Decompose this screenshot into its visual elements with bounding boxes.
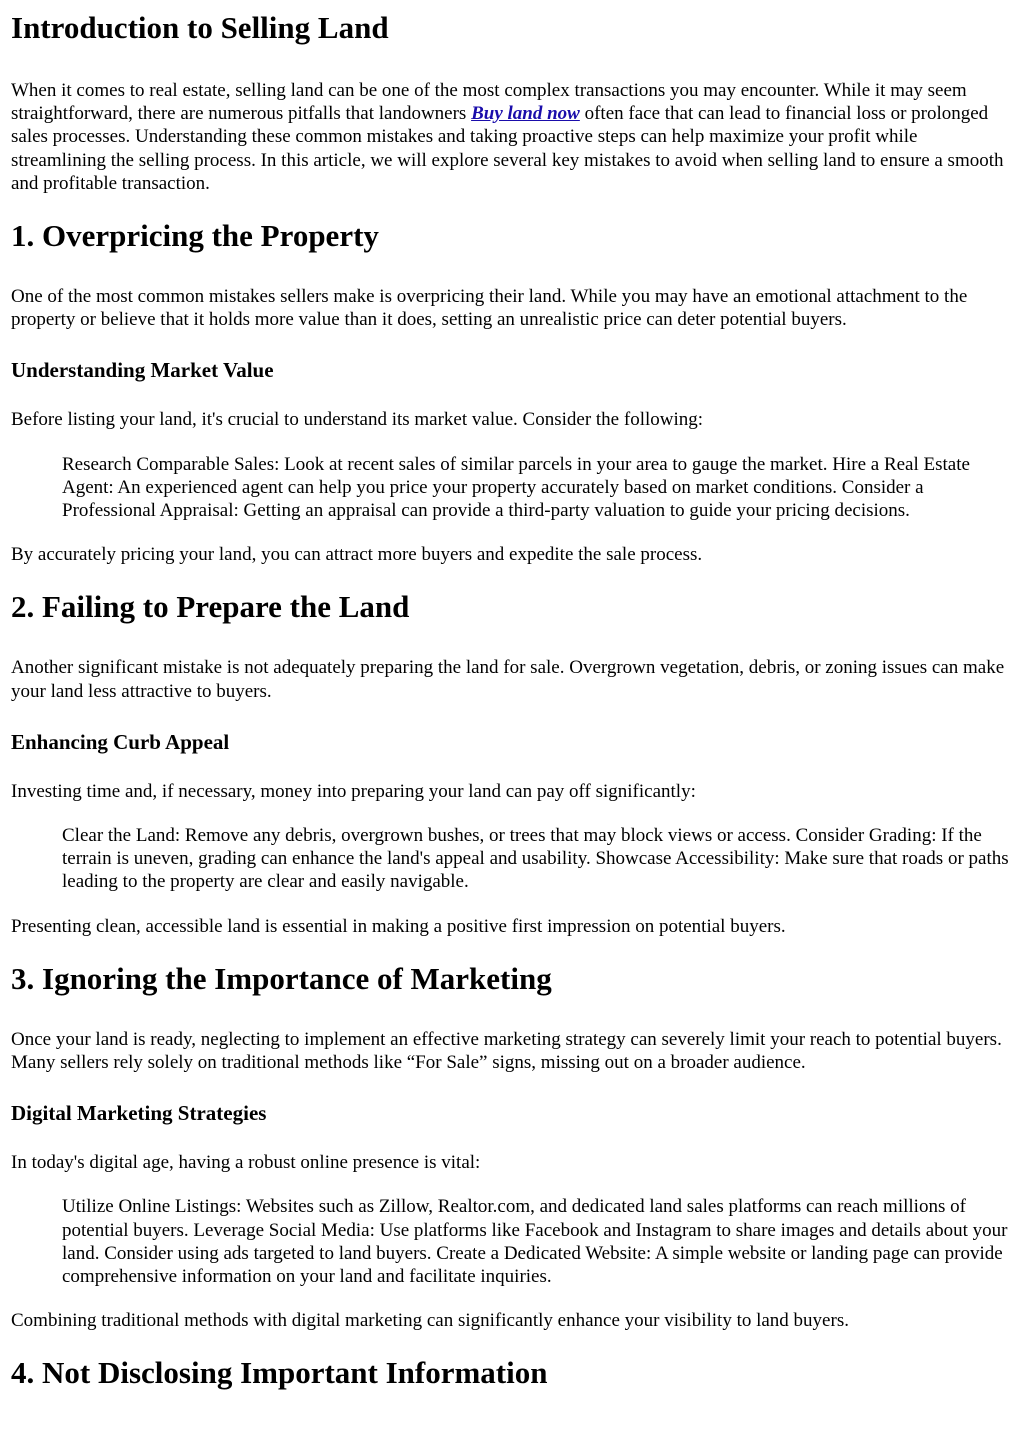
subsection-title-curb-appeal: Enhancing Curb Appeal: [11, 729, 230, 754]
section-title-disclosure: 4. Not Disclosing Important Information: [11, 1355, 548, 1391]
section-closing: Combining traditional methods with digital marketing can significantly enhance your visibility to land buyers.: [11, 1310, 849, 1332]
subsection-lead: Investing time and, if necessary, money into preparing your land can pay off significantly:: [11, 780, 696, 802]
section-title-marketing: 3. Ignoring the Importance of Marketing: [11, 960, 552, 996]
intro-text-after-link: often face that can lead to financial loss or prolonged sales processes. Understanding these common mistakes and taking proactive steps can help maximize your profit while streamlining the selling process. In this article, we will explore several key mistakes to avoid when selling land to ensure a smooth and profitable transaction.: [11, 103, 1004, 194]
section-intro: One of the most common mistakes sellers make is overpricing their land. While you may have an emotional attachment to the property or believe that it holds more value than it does, setting an unrealistic price can deter potential buyers.: [11, 286, 968, 331]
section-title-overpricing: 1. Overpricing the Property: [11, 218, 379, 254]
subsection-title-digital-marketing: Digital Marketing Strategies: [11, 1101, 267, 1126]
section-intro: Once your land is ready, neglecting to implement an effective marketing strategy can severely limit your reach to potential buyers. Many sellers rely solely on traditional methods like “For Sale” signs, missing out on a broader audience.: [11, 1028, 1002, 1074]
subsection-lead: In today's digital age, having a robust online presence is vital:: [11, 1152, 481, 1174]
subsection-lead: Before listing your land, it's crucial to understand its market value. Consider the following:: [11, 409, 704, 431]
indented-tips-block: Research Comparable Sales: Look at recent sales of similar parcels in your area to gauge the market. Hire a Real Estate Agent: An experienced agent can help you price your property accurately based on market conditions. Consider a Professional Appraisal: Getting an appraisal can provide a third-party valuation to guide your pricing decisions.: [62, 453, 970, 522]
subsection-title-market-value: Understanding Market Value: [11, 358, 274, 383]
buy-land-now-link[interactable]: Buy land now: [471, 103, 580, 125]
section-title-prepare-land: 2. Failing to Prepare the Land: [11, 589, 410, 625]
indented-tips-block: Clear the Land: Remove any debris, overgrown bushes, or trees that may block views or access. Consider Grading: If the terrain is uneven, grading can enhance the land's appeal and usability. Showcase Accessibility: Make sure that roads or paths leading to the property are clear and easily navigable.: [62, 825, 1009, 893]
intro-paragraph: [11, 79, 1012, 195]
section-closing: By accurately pricing your land, you can attract more buyers and expedite the sale process.: [11, 544, 703, 566]
page-title: Introduction to Selling Land: [11, 10, 389, 45]
indented-tips-block: Utilize Online Listings: Websites such as Zillow, Realtor.com, and dedicated land sales platforms can reach millions of potential buyers. Leverage Social Media: Use platforms like Facebook and Instagram to share images and details about your land. Consider using ads targeted to land buyers. Create a Dedicated Website: A simple website or landing page can provide comprehensive information on your land and facilitate inquiries.: [62, 1196, 1008, 1288]
section-intro: Another significant mistake is not adequately preparing the land for sale. Overgrown vegetation, debris, or zoning issues can make your land less attractive to buyers.: [11, 657, 1005, 702]
section-closing: Presenting clean, accessible land is essential in making a positive first impression on potential buyers.: [11, 915, 786, 937]
intro-text-before-link: When it comes to real estate, selling land can be one of the most complex transactions you may encounter. While it may seem straightforward, there are numerous pitfalls that landowners: [11, 80, 967, 125]
